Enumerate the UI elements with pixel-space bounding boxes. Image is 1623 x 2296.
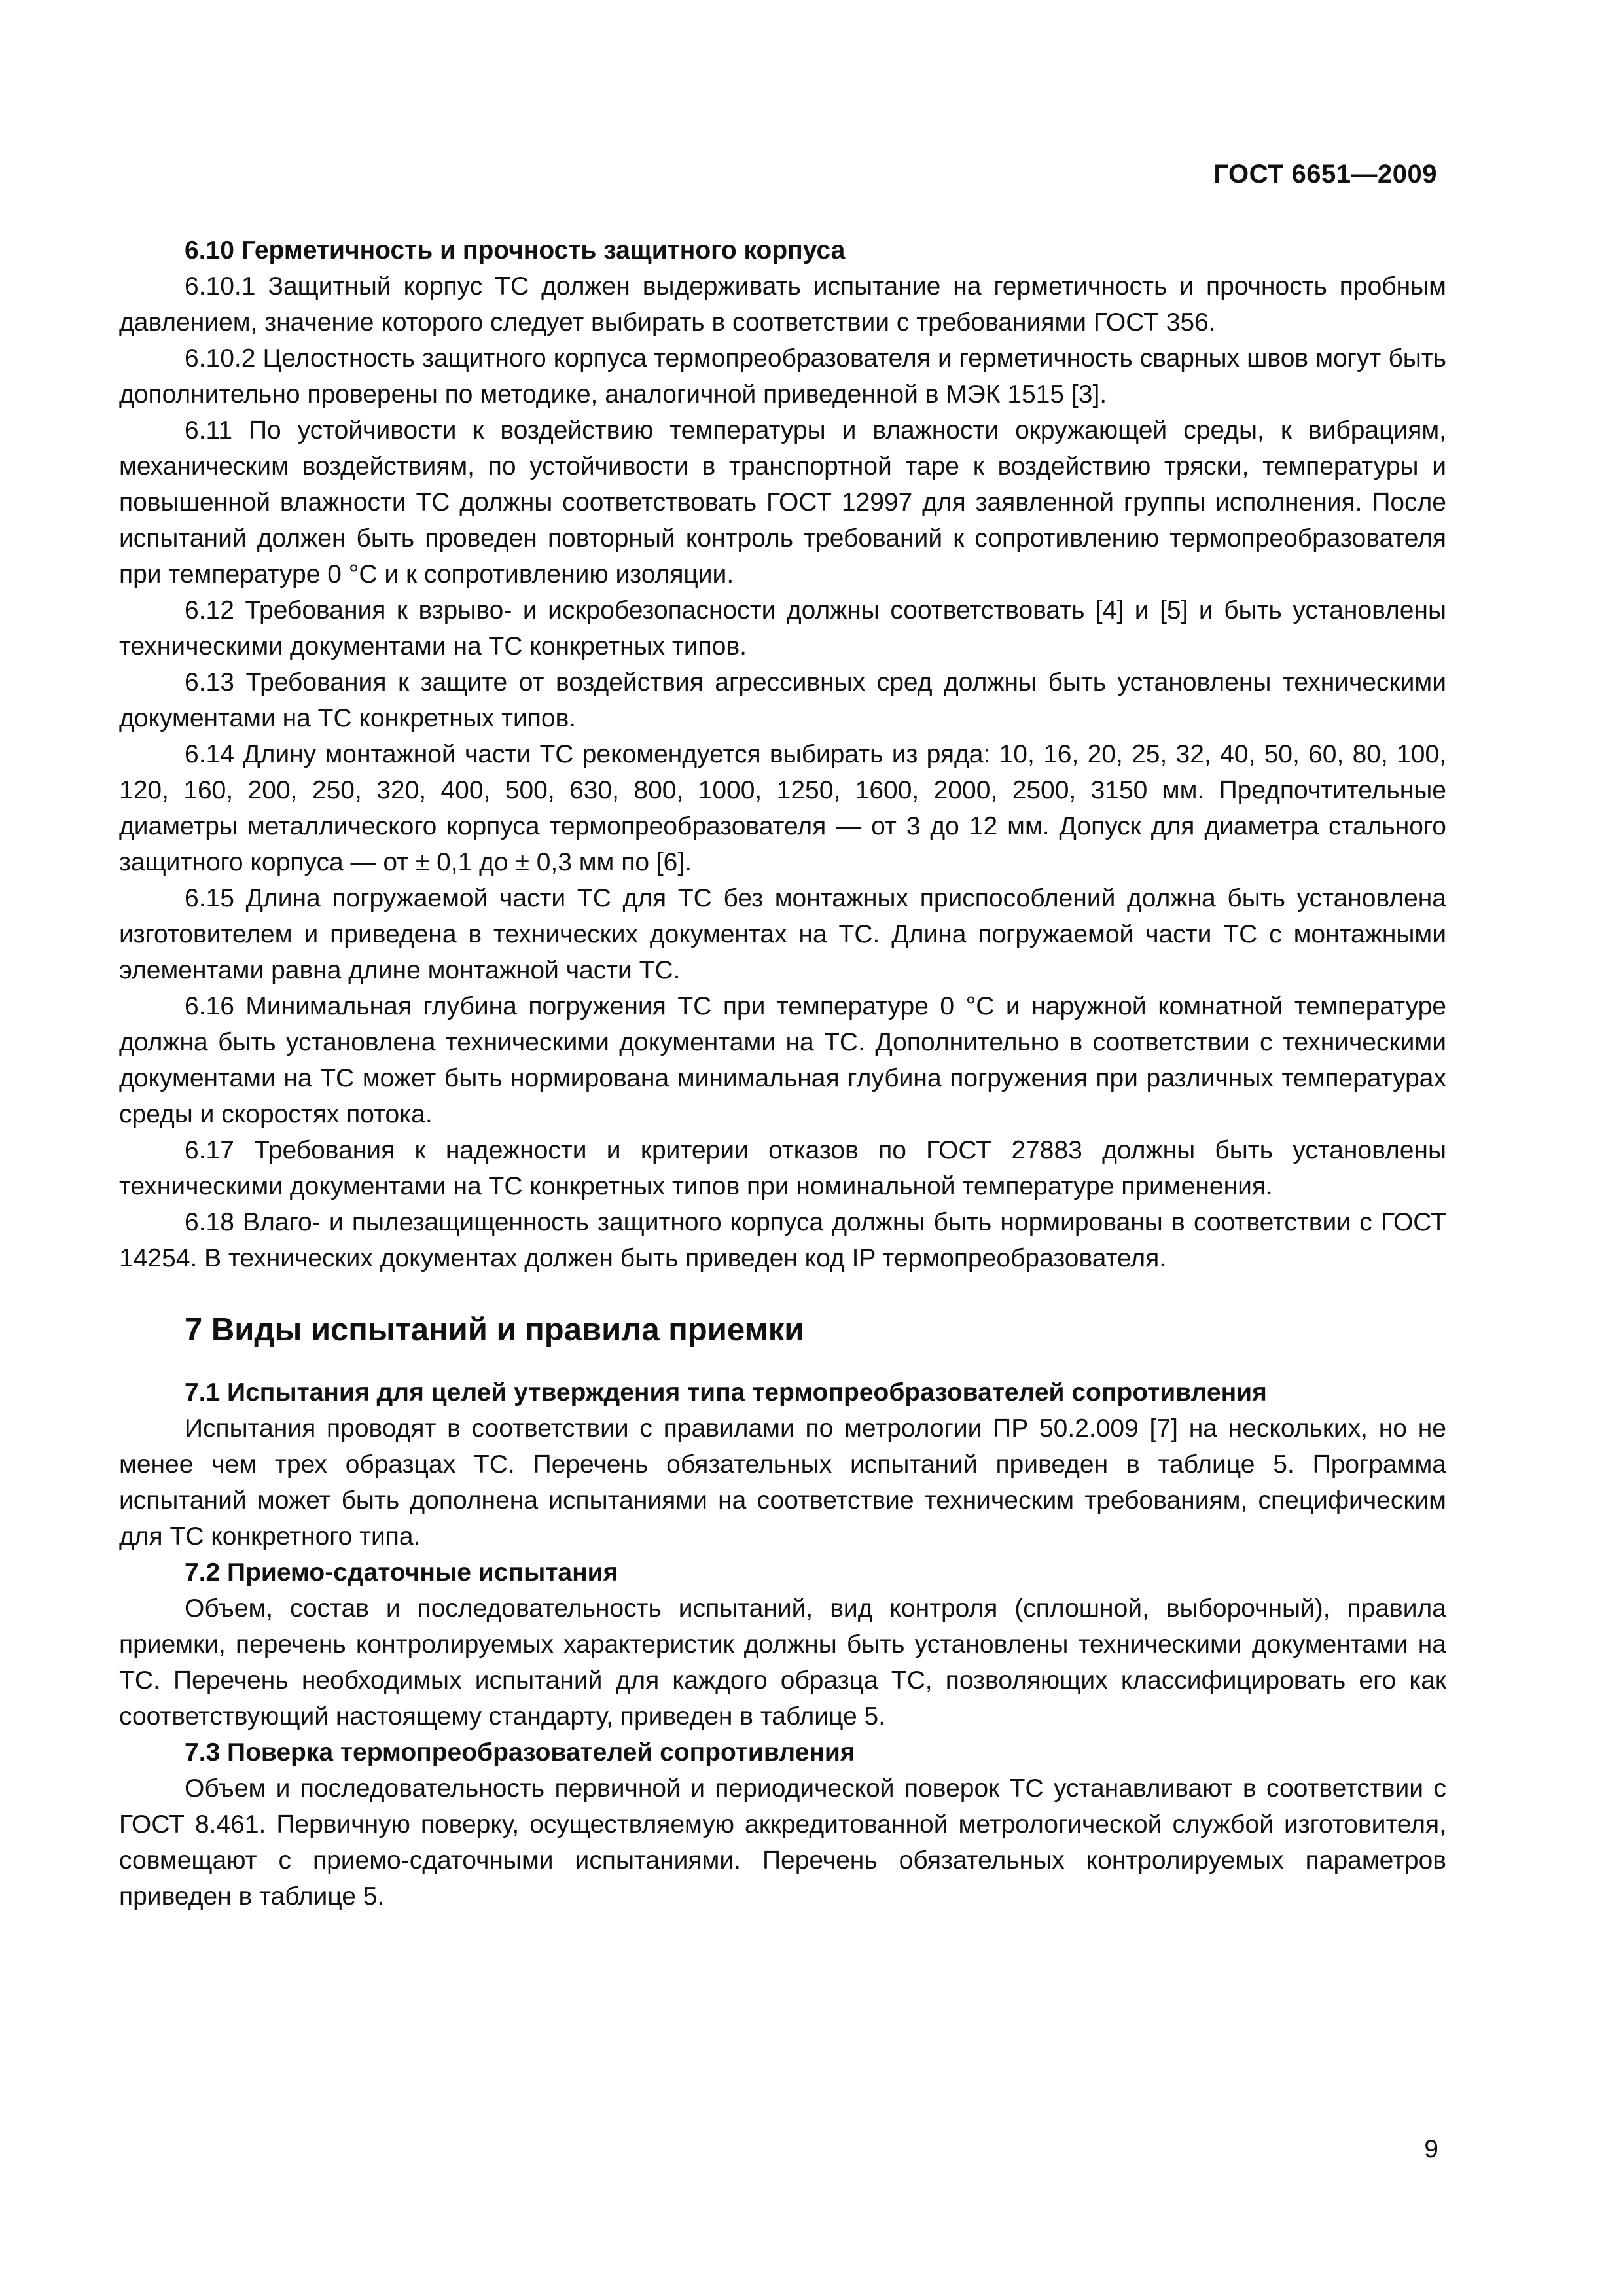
paragraph-6-16: 6.16 Минимальная глубина погружения ТС при температуре 0 °С и наружной комнатной температуре должна быть установлена техническими документами на ТС. Дополнительно в соответствии с техническими документами на ТС может быть нормирована минимальная глубина погружения при различных температурах среды и скоростях потока. (119, 992, 1446, 1128)
paragraph-6-13: 6.13 Требования к защите от воздействия агрессивных сред должны быть установлены техническими документами на ТС конкретных типов. (119, 668, 1446, 732)
paragraph-6-15: 6.15 Длина погружаемой части ТС для ТС без монтажных приспособлений должна быть установлена изготовителем и приведена в технических документах на ТС. Длина погружаемой части ТС с монтажными элементами равна длине монтажной части ТС. (119, 884, 1446, 984)
subsection-title-7-2: 7.2 Приемо-сдаточные испытания (185, 1558, 618, 1587)
paragraph-6-10-1: 6.10.1 Защитный корпус ТС должен выдерживать испытание на герметичность и прочность пробным давлением, значение которого следует выбирать в соответствии с требованиями ГОСТ 356. (119, 272, 1446, 336)
document-body (119, 232, 1446, 1914)
paragraph-6-12: 6.12 Требования к взрыво- и искробезопасности должны соответствовать [4] и [5] и быть установлены техническими документами на ТС конкретных типов. (119, 596, 1446, 660)
paragraph-7-3: Объем и последовательность первичной и периодической поверок ТС устанавливают в соответствии с ГОСТ 8.461. Первичную поверку, осуществляемую аккредитованной метрологической службой изготовителя, совмещают с приемо-сдаточными испытаниями. Перечень обязательных контролируемых параметров приведен в таблице 5. (119, 1774, 1446, 1910)
paragraph-6-11: 6.11 По устойчивости к воздействию температуры и влажности окружающей среды, к вибрациям, механическим воздействиям, по устойчивости в транспортной таре к воздействию тряски, температуры и повышенной влажности ТС должны соответствовать ГОСТ 12997 для заявленной группы исполнения. После испытаний должен быть проведен повторный контроль требований к сопротивлению термопреобразователя при температуре 0 °С и к сопротивлению изоляции. (119, 416, 1446, 588)
paragraph-6-10-2: 6.10.2 Целостность защитного корпуса термопреобразователя и герметичность сварных швов могут быть дополнительно проверены по методике, аналогичной приведенной в МЭК 1515 [3]. (119, 344, 1446, 408)
subsection-title-7-1: 7.1 Испытания для целей утверждения типа термопреобразователей сопротивления (185, 1378, 1267, 1407)
paragraph-7-2: Объем, состав и последовательность испытаний, вид контроля (сплошной, выборочный), правила приемки, перечень контролируемых характеристик должны быть установлены техническими документами на ТС. Перечень необходимых испытаний для каждого образца ТС, позволяющих классифицировать его как соответствующий настоящему стандарту, приведен в таблице 5. (119, 1594, 1446, 1731)
paragraph-6-14: 6.14 Длину монтажной части ТС рекомендуется выбирать из ряда: 10, 16, 20, 25, 32, 40, 50, 60, 80, 100, 120, 160, 200, 250, 320, 400, 500, 630, 800, 1000, 1250, 1600, 2000, 2500, 3150 мм. Предпочтительные диаметры металлического корпуса термопреобразователя — от 3 до 12 мм. Допуск для диаметра стального защитного корпуса — от ± 0,1 до ± 0,3 мм по [6]. (119, 740, 1446, 876)
section-title-7: 7 Виды испытаний и правила приемки (185, 1312, 804, 1348)
paragraph-7-1: Испытания проводят в соответствии с правилами по метрологии ПР 50.2.009 [7] на нескольких, но не менее чем трех образцах ТС. Перечень обязательных испытаний приведен в таблице 5. Программа испытаний может быть дополнена испытаниями на соответствие техническим требованиям, специфическим для ТС конкретного типа. (119, 1414, 1446, 1551)
paragraph-6-17: 6.17 Требования к надежности и критерии отказов по ГОСТ 27883 должны быть установлены техническими документами на ТС конкретных типов при номинальной температуре применения. (119, 1136, 1446, 1200)
document-code: ГОСТ 6651—2009 (1213, 160, 1437, 188)
paragraph-6-18: 6.18 Влаго- и пылезащищенность защитного корпуса должны быть нормированы в соответствии с ГОСТ 14254. В технических документах должен быть приведен код IP термопреобразователя. (119, 1208, 1446, 1272)
page-number: 9 (1424, 2135, 1438, 2163)
subsection-title-6-10: 6.10 Герметичность и прочность защитного корпуса (185, 236, 846, 264)
subsection-title-7-3: 7.3 Поверка термопреобразователей сопротивления (185, 1738, 855, 1767)
